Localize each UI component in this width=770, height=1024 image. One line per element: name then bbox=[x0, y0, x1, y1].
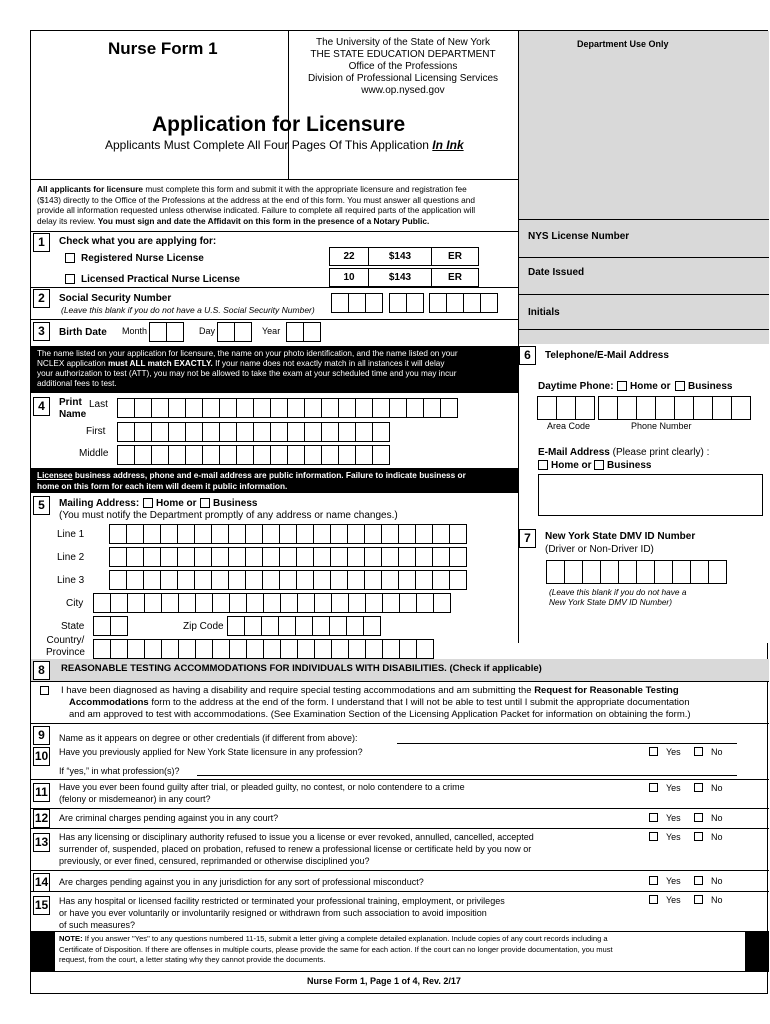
section-number-14: 14 bbox=[33, 873, 50, 892]
q13-no-label: No bbox=[711, 832, 723, 842]
ssn-part3[interactable] bbox=[429, 293, 497, 313]
q10-yes-label: Yes bbox=[666, 747, 681, 757]
intro-text: All applicants for licensure must complete this form and submit it with the appropriate licensure and registration fee ($143) directly to the Office of the Professions at the address at the end of this form. You must answer all questions and provide all information requested unless otherwise indicated. Failure to complete all required parts of the application will delay its review. You must sign and date the Affidavit on this form in the presence of a Notary Public. bbox=[37, 184, 476, 226]
first-name-label: First bbox=[86, 426, 106, 437]
dmv-id-sublabel: (Driver or Non-Driver ID) bbox=[545, 544, 654, 555]
q10-yes-checkbox[interactable] bbox=[649, 747, 658, 756]
agency-block: The University of the State of New York THE STATE EDUCATION DEPARTMENT Office of the Professions Division of Professional Licensing Services www.op.nysed.gov bbox=[307, 37, 499, 96]
country-label: Country/ Province bbox=[46, 635, 85, 658]
license-number-label: NYS License Number bbox=[528, 231, 630, 242]
section-number-10: 10 bbox=[33, 747, 50, 766]
phone-home-label: Home or bbox=[630, 381, 671, 392]
rn-code: 22 bbox=[329, 247, 369, 266]
name-match-notice: The name listed on your application for licensure, the name on your photo identification, and the name listed on your NCLEX application must ALL match EXACTLY. If your name does not exactly match in all instances it will delay your authorization to test (ATT), you may not be allowed to take the exam at your scheduled time and you may incur additional fees to test. bbox=[31, 346, 518, 393]
q14-yes-label: Yes bbox=[666, 876, 681, 886]
mailing-address-label: Mailing Address: bbox=[59, 498, 140, 509]
email-business-label: Business bbox=[607, 460, 652, 471]
section-1-label: Check what you are applying for: bbox=[59, 236, 217, 247]
print-label: Print bbox=[59, 397, 82, 408]
q13-text: Has any licensing or disciplinary authority refused to issue you a license or ever revoked, annulled, cancelled, accepted surrender of, suspended, placed on probation, refused to renew a professional license or certificate held by you now or previously, or ever fined, censured, reprimanded or otherwise disciplined you? bbox=[59, 832, 534, 866]
section-number-7: 7 bbox=[519, 529, 536, 548]
q10-no-label: No bbox=[711, 747, 723, 757]
line2-label: Line 2 bbox=[57, 552, 85, 563]
q13-yes-checkbox[interactable] bbox=[649, 832, 658, 841]
birth-year-cells[interactable] bbox=[286, 322, 320, 342]
section-number-5: 5 bbox=[33, 496, 50, 515]
middle-name-cells[interactable] bbox=[117, 445, 389, 465]
line1-label: Line 1 bbox=[57, 529, 85, 540]
section-number-3: 3 bbox=[33, 322, 50, 341]
middle-name-label: Middle bbox=[79, 448, 109, 459]
accommodations-checkbox[interactable] bbox=[40, 686, 49, 695]
mail-business-checkbox[interactable] bbox=[200, 498, 210, 508]
ssn-note: (Leave this blank if you do not have a U.S. Social Security Number) bbox=[61, 305, 315, 315]
city-cells[interactable] bbox=[93, 593, 450, 613]
rn-er: ER bbox=[431, 247, 479, 266]
name-label: Name bbox=[59, 409, 87, 420]
lpn-fee: $143 bbox=[368, 268, 432, 287]
day-label: Day bbox=[199, 326, 216, 336]
area-code-cells[interactable] bbox=[537, 396, 594, 420]
q11-yes-checkbox[interactable] bbox=[649, 783, 658, 792]
city-label: City bbox=[66, 598, 84, 609]
rn-fee: $143 bbox=[368, 247, 432, 266]
q12-yes-checkbox[interactable] bbox=[649, 813, 658, 822]
email-home-checkbox[interactable] bbox=[538, 460, 548, 470]
q12-yes-label: Yes bbox=[666, 813, 681, 823]
q15-yes-checkbox[interactable] bbox=[649, 895, 658, 904]
form-title: Nurse Form 1 bbox=[108, 39, 218, 58]
public-info-notice: Licensee business address, phone and e-mail address are public information. Failure to indicate business or home on this form for each item will deem it public information. bbox=[31, 468, 518, 493]
q10-text: Have you previously applied for New York State licensure in any profession? bbox=[59, 747, 363, 757]
q12-no-label: No bbox=[711, 813, 723, 823]
q11-no-checkbox[interactable] bbox=[694, 783, 703, 792]
q11-text: Have you ever been found guilty after trial, or pleaded guilty, no contest, or nolo contendere to a crime (felony or misdemeanor) in any court? bbox=[59, 782, 465, 804]
ssn-label: Social Security Number bbox=[59, 293, 172, 304]
month-label: Month bbox=[122, 326, 148, 336]
q13-no-checkbox[interactable] bbox=[694, 832, 703, 841]
area-code-label: Area Code bbox=[547, 421, 591, 431]
section-number-9: 9 bbox=[33, 726, 50, 745]
q15-no-label: No bbox=[711, 895, 723, 905]
lpn-checkbox[interactable] bbox=[65, 274, 75, 284]
phone-number-label: Phone Number bbox=[631, 421, 692, 431]
state-cells[interactable] bbox=[93, 616, 127, 636]
q13-yes-label: Yes bbox=[666, 832, 681, 842]
date-issued-label: Date Issued bbox=[528, 267, 585, 278]
dmv-id-cells[interactable] bbox=[546, 560, 726, 584]
zip-cells[interactable] bbox=[227, 616, 380, 636]
q11-no-label: No bbox=[711, 783, 723, 793]
zip-label: Zip Code bbox=[183, 621, 224, 632]
page-title: Application for Licensure bbox=[152, 113, 406, 136]
mail-home-label: Home or bbox=[156, 498, 197, 509]
section-number-6: 6 bbox=[519, 346, 536, 365]
dmv-note-1: (Leave this blank if you do not have a bbox=[549, 587, 687, 597]
section-number-4: 4 bbox=[33, 397, 50, 416]
lpn-code: 10 bbox=[329, 268, 369, 287]
rn-label: Registered Nurse License bbox=[81, 253, 204, 264]
address-line3-cells[interactable] bbox=[109, 570, 466, 590]
ssn-part2[interactable] bbox=[389, 293, 423, 313]
daytime-phone-label: Daytime Phone: bbox=[538, 381, 614, 392]
form-page bbox=[30, 30, 768, 994]
lpn-label: Licensed Practical Nurse License bbox=[81, 274, 240, 285]
phone-business-checkbox[interactable] bbox=[675, 381, 685, 391]
q14-yes-checkbox[interactable] bbox=[649, 876, 658, 885]
birth-month-cells[interactable] bbox=[149, 322, 183, 342]
accommodations-text: I have been diagnosed as having a disability and require special testing accommodations and am submitting the Request for Reasonable Testing Accommodations form to the address at the end of the form. I understand that I will not be able to test until I submit the appropriate documentation and am approved to test with accommodations. (See Examination Section of the Licensing Application Packet for information on obtaining the form.) bbox=[61, 685, 691, 720]
email-business-checkbox[interactable] bbox=[594, 460, 604, 470]
email-input[interactable] bbox=[538, 474, 763, 516]
email-label: E-Mail Address (Please print clearly) : bbox=[538, 447, 710, 458]
phone-home-checkbox[interactable] bbox=[617, 381, 627, 391]
q10-no-checkbox[interactable] bbox=[694, 747, 703, 756]
section-number-15: 15 bbox=[33, 896, 50, 915]
credential-name-line[interactable] bbox=[397, 743, 737, 744]
section-number-1: 1 bbox=[33, 233, 50, 252]
lpn-er: ER bbox=[431, 268, 479, 287]
q15-no-checkbox[interactable] bbox=[694, 895, 703, 904]
q10-profession-line[interactable] bbox=[197, 775, 737, 776]
q11-yes-label: Yes bbox=[666, 783, 681, 793]
mail-business-label: Business bbox=[213, 498, 258, 509]
section-number-13: 13 bbox=[33, 833, 50, 852]
note-right-bar bbox=[745, 931, 769, 971]
ssn-part1[interactable] bbox=[331, 293, 382, 313]
year-label: Year bbox=[262, 326, 281, 336]
last-name-label: Last bbox=[89, 399, 108, 410]
last-name-cells[interactable] bbox=[117, 398, 457, 418]
q15-text: Has any hospital or licensed facility restricted or terminated your professional training, employment, or privileges or have you ever voluntarily or involuntarily resigned or withdrawn from such association to avoid imposition of such measures? bbox=[59, 896, 505, 930]
initials-label: Initials bbox=[528, 307, 560, 318]
section-number-2: 2 bbox=[33, 289, 50, 308]
mail-home-checkbox[interactable] bbox=[143, 498, 153, 508]
first-name-cells[interactable] bbox=[117, 422, 389, 442]
address-line1-cells[interactable] bbox=[109, 524, 466, 544]
address-line2-cells[interactable] bbox=[109, 547, 466, 567]
q15-yes-label: Yes bbox=[666, 895, 681, 905]
section-number-11: 11 bbox=[33, 783, 50, 802]
phone-business-label: Business bbox=[688, 381, 733, 392]
page-subtitle: Applicants Must Complete All Four Pages Of This Application In Ink bbox=[105, 138, 464, 152]
q14-text: Are charges pending against you in any jurisdiction for any sort of professional misconduct? bbox=[59, 877, 424, 887]
accommodations-header: REASONABLE TESTING ACCOMMODATIONS FOR INDIVIDUALS WITH DISABILITIES. (Check if applicable) bbox=[61, 663, 542, 674]
telephone-email-label: Telephone/E-Mail Address bbox=[545, 350, 669, 361]
rn-checkbox[interactable] bbox=[65, 253, 75, 263]
birth-day-cells[interactable] bbox=[217, 322, 251, 342]
note-text: NOTE: If you answer "Yes" to any questions numbered 11-15, submit a letter giving a complete detailed explanation. Include copies of any court records including a Certificate of Disposition. If there are offenses in multiple courts, please provide the same for each action. If the court can no longer provide documentation, you must request, from the court, a letter stating why they cannot provide the documents. bbox=[59, 934, 613, 964]
q12-no-checkbox[interactable] bbox=[694, 813, 703, 822]
q14-no-label: No bbox=[711, 876, 723, 886]
state-label: State bbox=[61, 621, 85, 632]
q10-sub-label: If “yes,” in what profession(s)? bbox=[59, 766, 180, 776]
email-home-label: Home or bbox=[551, 460, 592, 471]
line3-label: Line 3 bbox=[57, 575, 85, 586]
credential-name-label: Name as it appears on degree or other credentials (if different from above): bbox=[59, 733, 358, 743]
phone-number-cells[interactable] bbox=[598, 396, 750, 420]
q14-no-checkbox[interactable] bbox=[694, 876, 703, 885]
q12-text: Are criminal charges pending against you in any court? bbox=[59, 813, 279, 823]
department-use-area bbox=[518, 31, 769, 386]
department-use-label: Department Use Only bbox=[577, 39, 669, 49]
page-footer: Nurse Form 1, Page 1 of 4, Rev. 2/17 bbox=[307, 976, 461, 986]
note-left-bar bbox=[31, 931, 55, 971]
birth-date-label: Birth Date bbox=[59, 327, 107, 338]
section-number-8: 8 bbox=[33, 661, 50, 680]
section-number-12: 12 bbox=[33, 809, 50, 828]
country-cells[interactable] bbox=[93, 639, 433, 659]
mailing-address-note: (You must notify the Department promptly of any address or name changes.) bbox=[59, 510, 398, 521]
dmv-id-label: New York State DMV ID Number bbox=[545, 531, 696, 542]
dmv-note-2: New York State DMV ID Number) bbox=[549, 597, 672, 607]
